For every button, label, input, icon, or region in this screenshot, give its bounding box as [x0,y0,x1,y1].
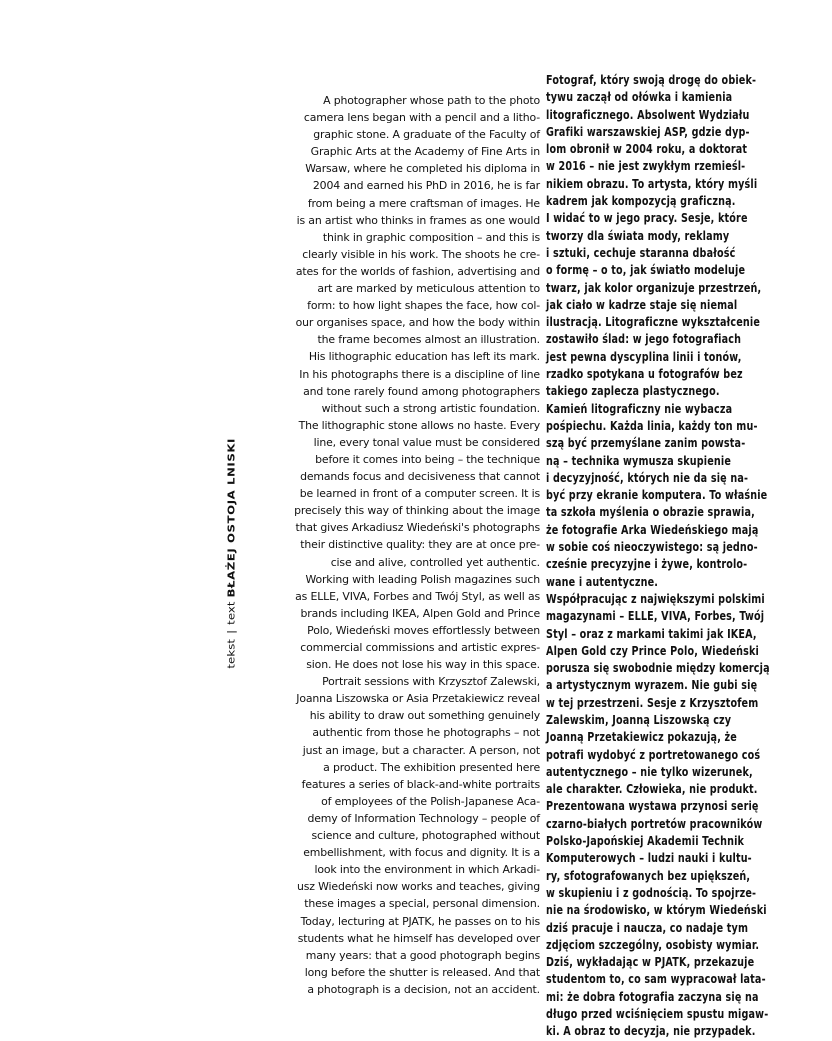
author-credit [221,438,241,669]
credit-author-name: BŁAŻEJ OSTOJA LNISKI [225,438,237,598]
english-text-column: A photographer whose path to the photo camera lens began with a pencil and a litho- graphic stone. A graduate of the Faculty of Graphic Arts at the Academy of Fine Arts in Warsaw, where he completed his diploma in 2004 and earned his PhD in 2016, he is far from being a mere craftsman of images. He is an artist who thinks in frames as one would think in graphic composition – and this is clearly visible in his work. The shoots he cre- ates for the worlds of fashion, advertising and art are marked by meticulous attention to form: to how light shapes the face, how col- our organises space, and how the body within the frame becomes almost an illustration. His lithographic education has left its mark. In his photographs there is a discipline of line and tone rarely found among photographers without such a strong artistic foundation. The lithographic stone allows no haste. Every line, every tonal value must be considered before it comes into being – the technique demands focus and decisiveness that cannot be learned in front of a computer screen. It is precisely this way of thinking about the image that gives Arkadiusz Wiedeński's photographs their distinctive quality: they are at once pre- cise and alive, controlled yet authentic. Working with leading Polish magazines such as ELLE, VIVA, Forbes and Twój Styl, as well as brands including IKEA, Alpen Gold and Prince Polo, Wiedeński moves effortlessly between commercial commissions and artistic expres- sion. He does not lose his way in this space. Portrait sessions with Krzysztof Zalewski, Joanna Liszowska or Asia Przetakiewicz reveal his ability to draw out something genuinely authentic from those he photographs – not just an image, but a character. A person, not a product. The exhibition presented here features a series of black-and-white portraits of employees of the Polish-Japanese Aca- demy of Information Technology – people of science and culture, photographed without embellishment, with focus and dignity. It is a look into the environment in which Arkadi- usz Wiedeński now works and teaches, giving these images a special, personal dimension. Today, lecturing at PJATK, he passes on to his students what he himself has developed over many years: that a good photograph begins long before the shutter is released. And that a photograph is a decision, not an accident. [294,94,540,996]
credit-label-pl: tekst [225,638,237,669]
polish-text-column: Fotograf, który swoją drogę do obiek- tywu zaczął od ołówka i kamienia litograficznego. Absolwent Wydziału Grafiki warszawskiej ASP, gdzie dyp- lom obronił w 2004 roku, a doktorat w 2016 – nie jest zwykłym rzemieśl- nikiem obrazu. To artysta, który myśli kadrem jak kompozycją graficzną. I widać to w jego pracy. Sesje, które tworzy dla świata mody, reklamy i sztuki, cechuje staranna dbałość o formę – o to, jak światło modeluje twarz, jak kolor organizuje przestrzeń, jak ciało w kadrze staje się niemal ilustracją. Litograficzne wykształcenie zostawiło ślad: w jego fotografiach jest pewna dyscyplina linii i tonów, rzadko spotykana u fotografów bez takiego zaplecza plastycznego. Kamień litograficzny nie wybacza pośpiechu. Każda linia, każdy ton mu- szą być przemyślane zanim powsta- ną – technika wymusza skupienie i decyzyjność, których nie da się na- być przy ekranie komputera. To właśnie ta szkoła myślenia o obrazie sprawia, że fotografie Arka Wiedeńskiego mają w sobie coś nieoczywistego: są jedno- cześnie precyzyjne i żywe, kontrolo- wane i autentyczne. Współpracując z największymi polskimi magazynami – ELLE, VIVA, Forbes, Twój Styl – oraz z markami takimi jak IKEA, Alpen Gold czy Prince Polo, Wiedeński porusza się swobodnie między komercją a artystycznym wyrazem. Nie gubi się w tej przestrzeni. Sesje z Krzysztofem Zalewskim, Joanną Liszowską czy Joanną Przetakiewicz pokazują, że potrafi wydobyć z portretowanego coś autentycznego – nie tylko wizerunek, ale charakter. Człowieka, nie produkt. Prezentowana wystawa przynosi serię czarno-białych portretów pracowników Polsko-Japońskiej Akademii Technik Komputerowych – ludzi nauki i kultu- ry, sfotografowanych bez upiększeń, w skupieniu i z godnością. To spojrze- nie na środowisko, w którym Wiedeński dziś pracuje i naucza, co nadaje tym zdjęciom szczególny, osobisty wymiar. Dziś, wykładając w PJATK, przekazuje studentom to, co sam wypracował lata- mi: że dobra fotografia zaczyna się na długo przed wciśnięciem spustu migaw- ki. A obraz to decyzja, nie przypadek. [546,73,770,1039]
credit-label-en: text [225,601,237,625]
credit-separator: | [225,629,237,634]
